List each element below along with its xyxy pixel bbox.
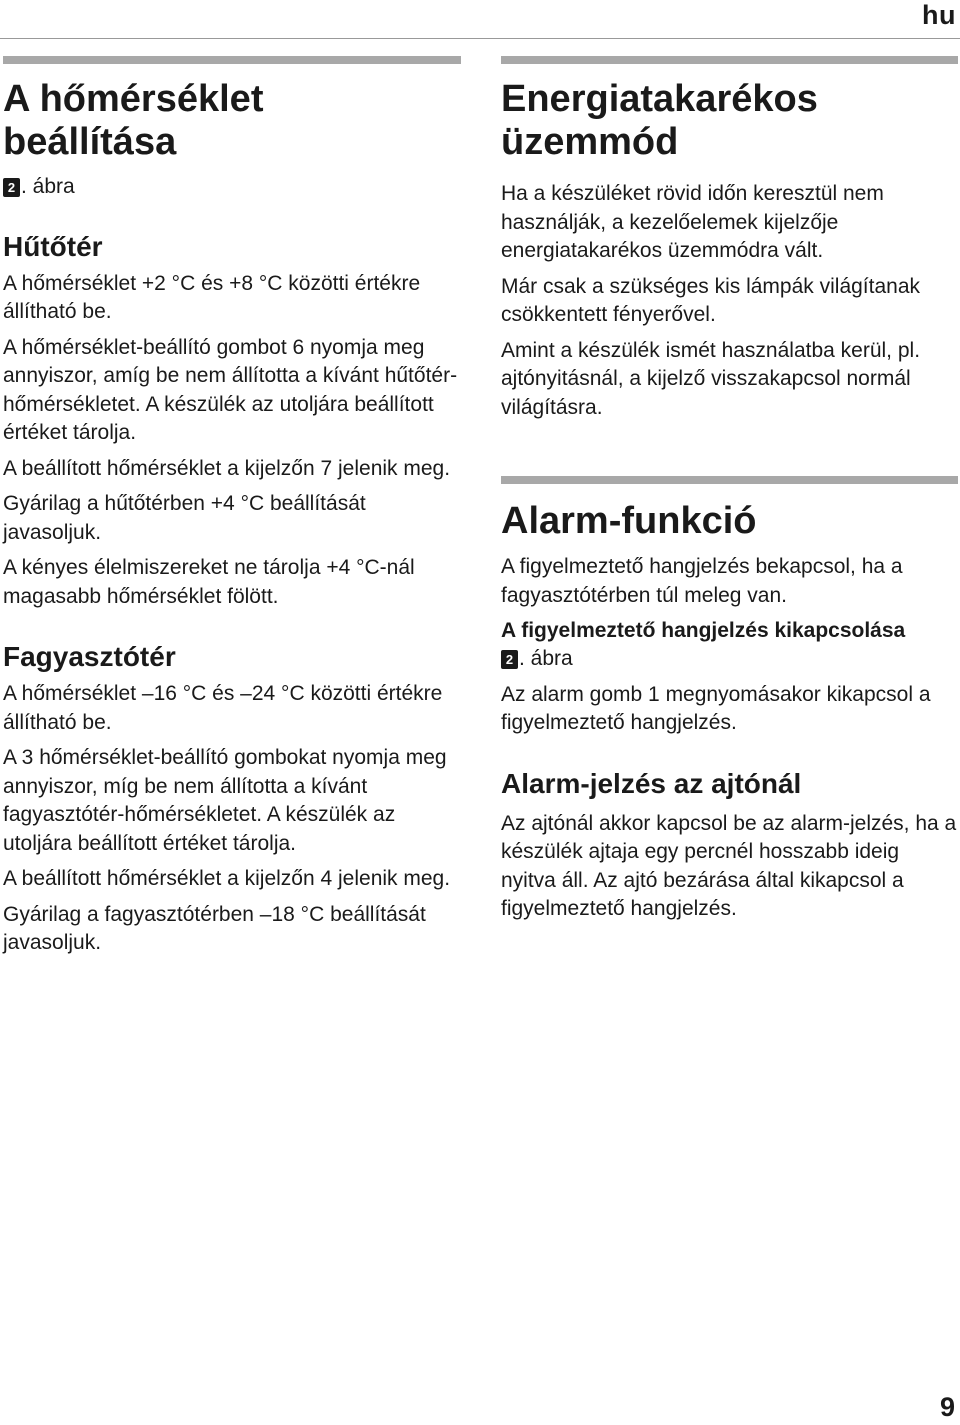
fridge-paragraph: A beállított hőmérséklet a kijelzőn 7 jelenik meg.: [3, 456, 451, 480]
section-bar: [501, 476, 958, 484]
temperature-title: A hőmérséklet beállítása: [3, 78, 264, 163]
energy-paragraph: Ha a készüléket rövid időn keresztül nem használják, a kezelőelemek kijelzője energiatakarékos üzemmódra vált.: [501, 182, 884, 262]
section-bar: [501, 56, 958, 64]
energy-title: Energiatakarékos üzemmód: [501, 78, 818, 163]
energy-paragraph: Már csak a szükséges kis lámpák világítanak csökkentett fényerővel.: [501, 274, 921, 326]
section-bar: [3, 56, 461, 64]
fridge-paragraph: A hőmérséklet-beállító gombot 6 nyomja meg annyiszor, amíg be nem állította a kívánt hűtőtér-hőmérsékletet. A készülék az utoljára beállított értéket tárolja.: [3, 335, 458, 444]
energy-paragraph: Amint a készülék ismét használatba kerül, pl. ajtónyitásnál, a kijelző visszakapcsol normál világításra.: [501, 338, 921, 419]
header-divider: [0, 38, 960, 39]
freezer-paragraph: A hőmérséklet –16 °C és –24 °C közötti értékre állítható be.: [3, 682, 443, 734]
language-code: hu: [922, 0, 956, 30]
fridge-paragraph: A kényes élelmiszereket ne tárolja +4 °C-nál magasabb hőmérséklet fölött.: [3, 556, 415, 608]
figure-number-badge: 2: [3, 178, 20, 197]
figure-reference: 2 . ábra: [501, 645, 958, 674]
freezer-paragraph: A beállított hőmérséklet a kijelzőn 4 jelenik meg.: [3, 867, 451, 890]
alarm-off-heading: A figyelmeztető hangjelzés kikapcsolása: [501, 619, 906, 642]
freezer-paragraph: A 3 hőmérséklet-beállító gombokat nyomja meg annyiszor, míg be nem állította a kívánt fagyasztótér-hőmérsékletet. A készülék az utoljára beállított értéket tárolja.: [3, 746, 447, 855]
door-alarm-paragraph: Az ajtónál akkor kapcsol be az alarm-jelzés, ha a készülék ajtaja egy percnél hosszabb ideig nyitva áll. Az ajtó bezárása által kikapcsol a figyelmeztető hangjelzés.: [501, 811, 957, 920]
right-column: [501, 56, 958, 924]
left-column: [3, 56, 461, 958]
fridge-paragraph: A hőmérséklet +2 °C és +8 °C közötti értékre állítható be.: [3, 271, 421, 323]
fridge-heading: Hűtőtér: [3, 230, 103, 262]
alarm-title: Alarm-funkció: [501, 500, 757, 542]
alarm-paragraph: Az alarm gomb 1 megnyomásakor kikapcsol a figyelmeztető hangjelzés.: [501, 682, 931, 734]
figure-reference: 2 . ábra: [3, 173, 461, 202]
alarm-paragraph: A figyelmeztető hangjelzés bekapcsol, ha a fagyasztótérben túl meleg van.: [501, 555, 903, 607]
figure-number-badge: 2: [501, 650, 518, 669]
freezer-heading: Fagyasztótér: [3, 641, 176, 672]
fridge-paragraph: Gyárilag a hűtőtérben +4 °C beállítását javasoljuk.: [3, 492, 366, 544]
page-number: 9: [939, 1392, 955, 1422]
door-alarm-heading: Alarm-jelzés az ajtónál: [501, 767, 802, 799]
freezer-paragraph: Gyárilag a fagyasztótérben –18 °C beállítását javasoljuk.: [3, 902, 426, 954]
